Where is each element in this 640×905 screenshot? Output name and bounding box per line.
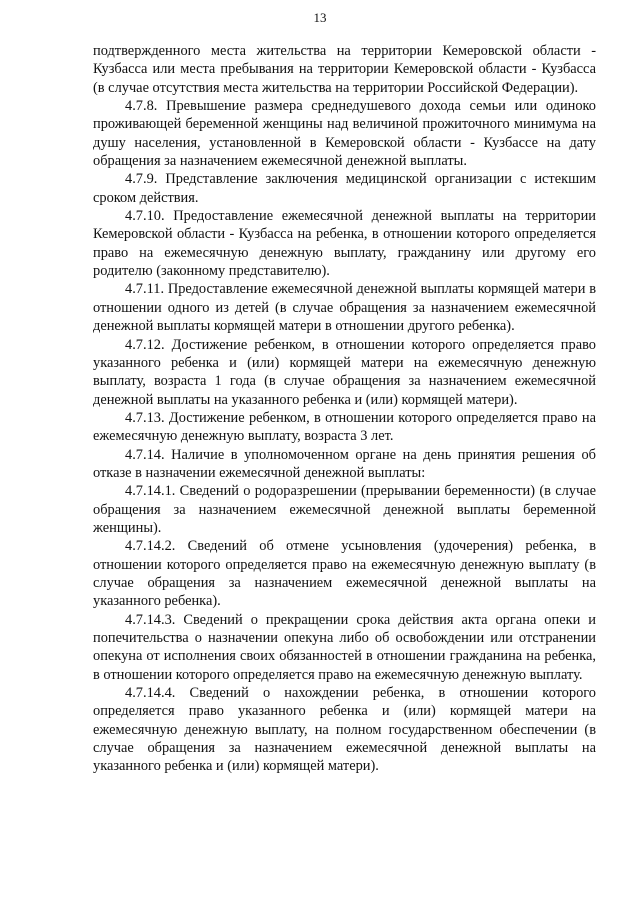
paragraph-4-7-8: 4.7.8. Превышение размера среднедушевого дохода семьи или одиноко проживающей беременной женщины над величиной прожиточного минимума на душу населения, установленной в Кемеровской области - Кузбассе на дату обращения за назначением ежемесячной денежной выплаты. xyxy=(93,98,596,170)
paragraph-4-7-14-2: 4.7.14.2. Сведений об отмене усыновления (удочерения) ребенка, в отношении которого определяется право на ежемесячную денежную выплату (в случае обращения за назначением ежемесячной денежной выплаты на указанного ребенка). xyxy=(93,538,596,610)
paragraph-4-7-14: 4.7.14. Наличие в уполномоченном органе на день принятия решения об отказе в назначении ежемесячной денежной выплаты: xyxy=(93,446,596,481)
paragraph-4-7-14-3: 4.7.14.3. Сведений о прекращении срока действия акта органа опеки и попечительства о назначении опекуна либо об освобождении или отстранении опекуна от исполнения своих обязанностей в отношении гражданина на ребенка, в отношении которого определяется право на ежемесячную денежную выплату. xyxy=(93,611,596,683)
document-body xyxy=(93,42,596,776)
paragraph-4-7-12: 4.7.12. Достижение ребенком, в отношении которого определяется право указанного ребенка и (или) кормящей матери на ежемесячную денежную выплату, возраста 1 года (в случае обращения за назначением ежемесячной денежной выплаты на указанного ребенка и (или) кормящей матери). xyxy=(93,336,596,408)
paragraph-4-7-13: 4.7.13. Достижение ребенком, в отношении которого определяется право на ежемесячную денежную выплату, возраста 3 лет. xyxy=(93,409,596,445)
paragraph-4-7-9: 4.7.9. Представление заключения медицинской организации с истекшим сроком действия. xyxy=(93,171,596,206)
paragraph-4-7-14-4: 4.7.14.4. Сведений о нахождении ребенка, в отношении которого определяется право указанного ребенка и (или) кормящей матери на ежемесячную денежную выплату, на полном государственном обеспечении (в случае обращения за назначением ежемесячной денежной выплаты на указанного ребенка и (или) кормящей матери). xyxy=(93,685,596,775)
paragraph-4-7-10: 4.7.10. Предоставление ежемесячной денежной выплаты на территории Кемеровской области - Кузбасса на ребенка, в отношении которого определяется право на ежемесячную денежную выплату, гражданину или другому его родителю (законному представителю). xyxy=(93,208,596,280)
page-number: 13 xyxy=(313,10,327,25)
paragraph-4-7-14-1: 4.7.14.1. Сведений о родоразрешении (прерывании беременности) (в случае обращения за назначением ежемесячной денежной выплаты беременной женщины). xyxy=(93,483,596,536)
paragraph-4-7-11: 4.7.11. Предоставление ежемесячной денежной выплаты кормящей матери в отношении одного из детей (в случае обращения за назначением ежемесячной денежной выплаты кормящей матери в отношении другого ребенка). xyxy=(93,281,596,335)
paragraph-continuation: подтвержденного места жительства на территории Кемеровской области - Кузбасса или места пребывания на территории Кемеровской области - Кузбасса (в случае отсутствия места жительства на территории Российской Федерации). xyxy=(93,43,596,96)
